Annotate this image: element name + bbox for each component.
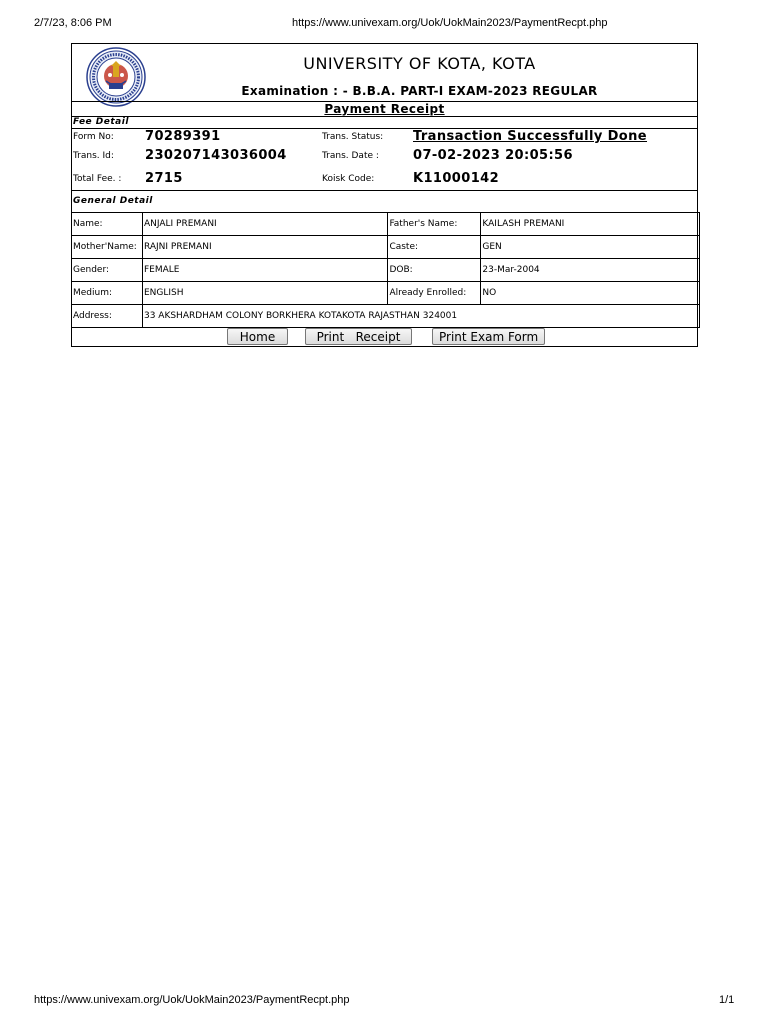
already-enrolled-value: NO (481, 282, 700, 305)
already-enrolled-label: Already Enrolled: (388, 282, 481, 305)
divider (72, 116, 697, 117)
home-button[interactable]: Home (227, 328, 288, 345)
medium-label: Medium: (72, 282, 143, 305)
father-name-value: KAILASH PREMANI (481, 213, 700, 236)
trans-id-value: 230207143036004 (145, 148, 287, 163)
dob-label: DOB: (388, 259, 481, 282)
table-row (72, 213, 700, 236)
form-no-label: Form No: (73, 132, 114, 142)
trans-date-label: Trans. Date : (322, 151, 379, 161)
trans-id-label: Trans. Id: (73, 151, 114, 161)
kiosk-code-label: Koisk Code: (322, 174, 375, 184)
action-buttons (72, 328, 697, 346)
page-number: 1/1 (719, 994, 735, 1006)
form-no-value: 70289391 (145, 129, 221, 144)
fee-detail-heading: Fee Detail (73, 117, 129, 127)
name-label: Name: (72, 213, 143, 236)
table-row (72, 259, 700, 282)
total-fee-value: 2715 (145, 171, 183, 186)
trans-status-value: Transaction Successfully Done (413, 129, 648, 144)
kiosk-code-value: K11000142 (413, 171, 500, 186)
payment-receipt-panel (71, 43, 698, 347)
mother-name-value: RAJNI PREMANI (142, 236, 387, 259)
print-url-footer: https://www.univexam.org/Uok/UokMain2023/PaymentRecpt.php (34, 994, 350, 1006)
address-label: Address: (72, 305, 143, 328)
payment-receipt-title: Payment Receipt (324, 102, 445, 116)
table-row (72, 305, 700, 328)
caste-value: GEN (481, 236, 700, 259)
mother-name-label: Mother'Name: (72, 236, 143, 259)
trans-date-value: 07-02-2023 20:05:56 (413, 148, 573, 163)
table-row (72, 282, 700, 305)
divider (72, 190, 697, 191)
dob-value: 23-Mar-2004 (481, 259, 700, 282)
address-value: 33 AKSHARDHAM COLONY BORKHERA KOTAKOTA RAJASTHAN 324001 (142, 305, 699, 328)
general-detail-table (71, 212, 700, 328)
gender-value: FEMALE (142, 259, 387, 282)
print-datetime: 2/7/23, 8:06 PM (34, 17, 112, 29)
table-row (72, 236, 700, 259)
father-name-label: Father's Name: (388, 213, 481, 236)
print-receipt-button[interactable]: Print Receipt (305, 328, 412, 345)
medium-value: ENGLISH (142, 282, 387, 305)
caste-label: Caste: (388, 236, 481, 259)
gender-label: Gender: (72, 259, 143, 282)
examination-line: Examination : - B.B.A. PART-I EXAM-2023 REGULAR (241, 84, 598, 98)
general-detail-heading: General Detail (73, 196, 153, 206)
total-fee-label: Total Fee. : (73, 174, 122, 184)
university-title: UNIVERSITY OF KOTA, KOTA (303, 54, 536, 73)
print-url-header: https://www.univexam.org/Uok/UokMain2023/PaymentRecpt.php (292, 17, 608, 29)
print-exam-form-button[interactable]: Print Exam Form (432, 328, 545, 345)
name-value: ANJALI PREMANI (142, 213, 387, 236)
trans-status-label: Trans. Status: (322, 132, 384, 142)
